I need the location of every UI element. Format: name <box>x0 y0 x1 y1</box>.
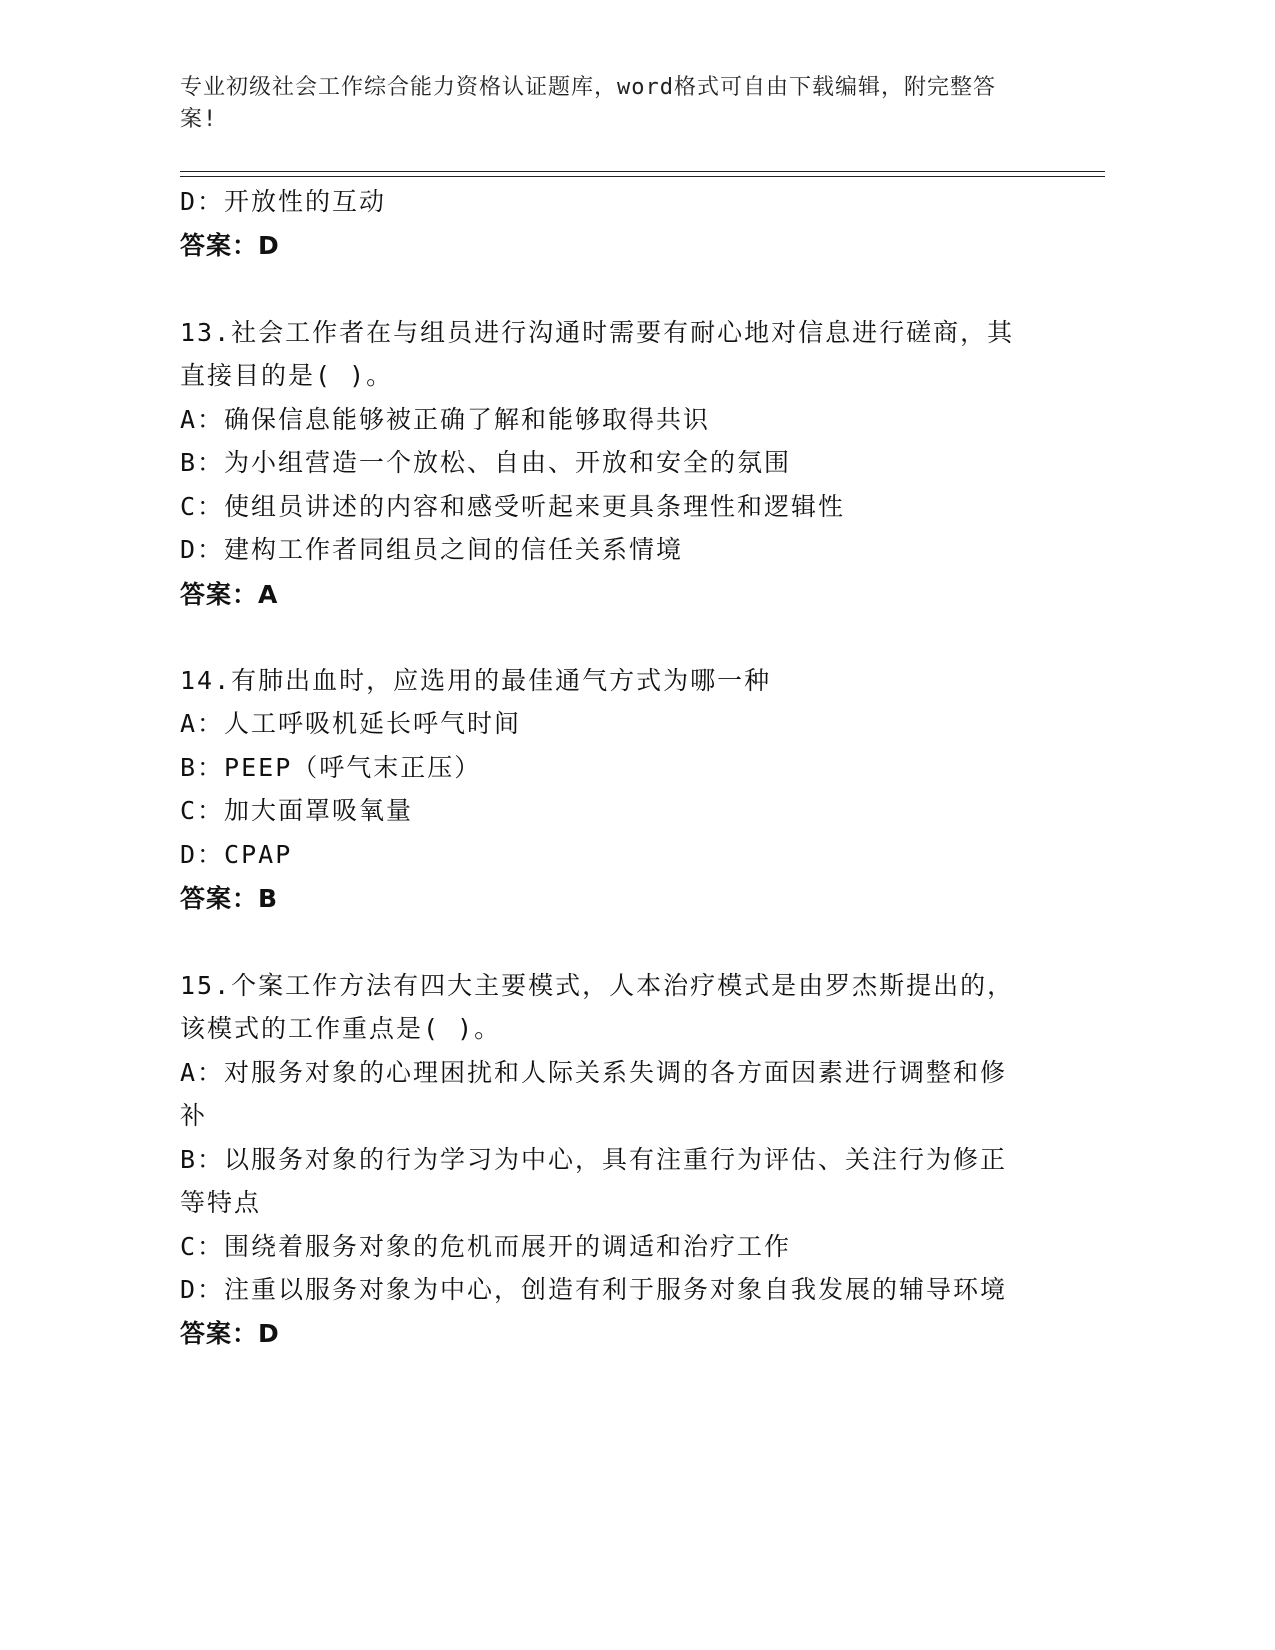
q15-stem-line-2: 该模式的工作重点是( )。 <box>180 1014 502 1043</box>
q13-stem-line-2: 直接目的是( )。 <box>180 361 394 390</box>
q14-option-d: D：CPAP <box>180 840 293 869</box>
q13-option-d: D：建构工作者同组员之间的信任关系情境 <box>180 535 684 564</box>
q15-option-d: D：注重以服务对象为中心，创造有利于服务对象自我发展的辅导环境 <box>180 1275 1008 1304</box>
q14-option-b: B：PEEP（呼气末正压） <box>180 753 482 782</box>
q15-stem-line-1: 15.个案工作方法有四大主要模式，人本治疗模式是由罗杰斯提出的， <box>180 971 1015 1000</box>
q15-option-a-line-1: A：对服务对象的心理困扰和人际关系失调的各方面因素进行调整和修 <box>180 1058 1008 1087</box>
q14-stem: 14.有肺出血时，应选用的最佳通气方式为哪一种 <box>180 666 772 695</box>
q15-option-a-line-2: 补 <box>180 1101 208 1130</box>
q15-option-b-line-2: 等特点 <box>180 1188 262 1217</box>
header-rule-bottom <box>180 176 1105 177</box>
q12-answer: 答案：D <box>180 231 280 260</box>
q14-answer: 答案：B <box>180 884 279 913</box>
q13-option-a: A：确保信息能够被正确了解和能够取得共识 <box>180 405 711 434</box>
q12-option-d: D：开放性的互动 <box>180 187 387 216</box>
header-line-2: 案! <box>180 107 218 132</box>
q15-answer: 答案：D <box>180 1319 280 1348</box>
q13-option-b: B：为小组营造一个放松、自由、开放和安全的氛围 <box>180 448 792 477</box>
q15-option-c: C：围绕着服务对象的危机而展开的调适和治疗工作 <box>180 1232 792 1261</box>
q13-option-c: C：使组员讲述的内容和感受听起来更具条理性和逻辑性 <box>180 492 846 521</box>
q15-option-b-line-1: B：以服务对象的行为学习为中心，具有注重行为评估、关注行为修正 <box>180 1145 1008 1174</box>
header-line-1: 专业初级社会工作综合能力资格认证题库，word格式可自由下载编辑，附完整答 <box>180 75 996 100</box>
header-rule-top <box>180 171 1105 172</box>
q13-answer: 答案：A <box>180 580 279 609</box>
q14-option-c: C：加大面罩吸氧量 <box>180 796 414 825</box>
q14-option-a: A：人工呼吸机延长呼气时间 <box>180 709 522 738</box>
page-header <box>180 72 1040 136</box>
q13-stem-line-1: 13.社会工作者在与组员进行沟通时需要有耐心地对信息进行磋商，其 <box>180 318 1015 347</box>
